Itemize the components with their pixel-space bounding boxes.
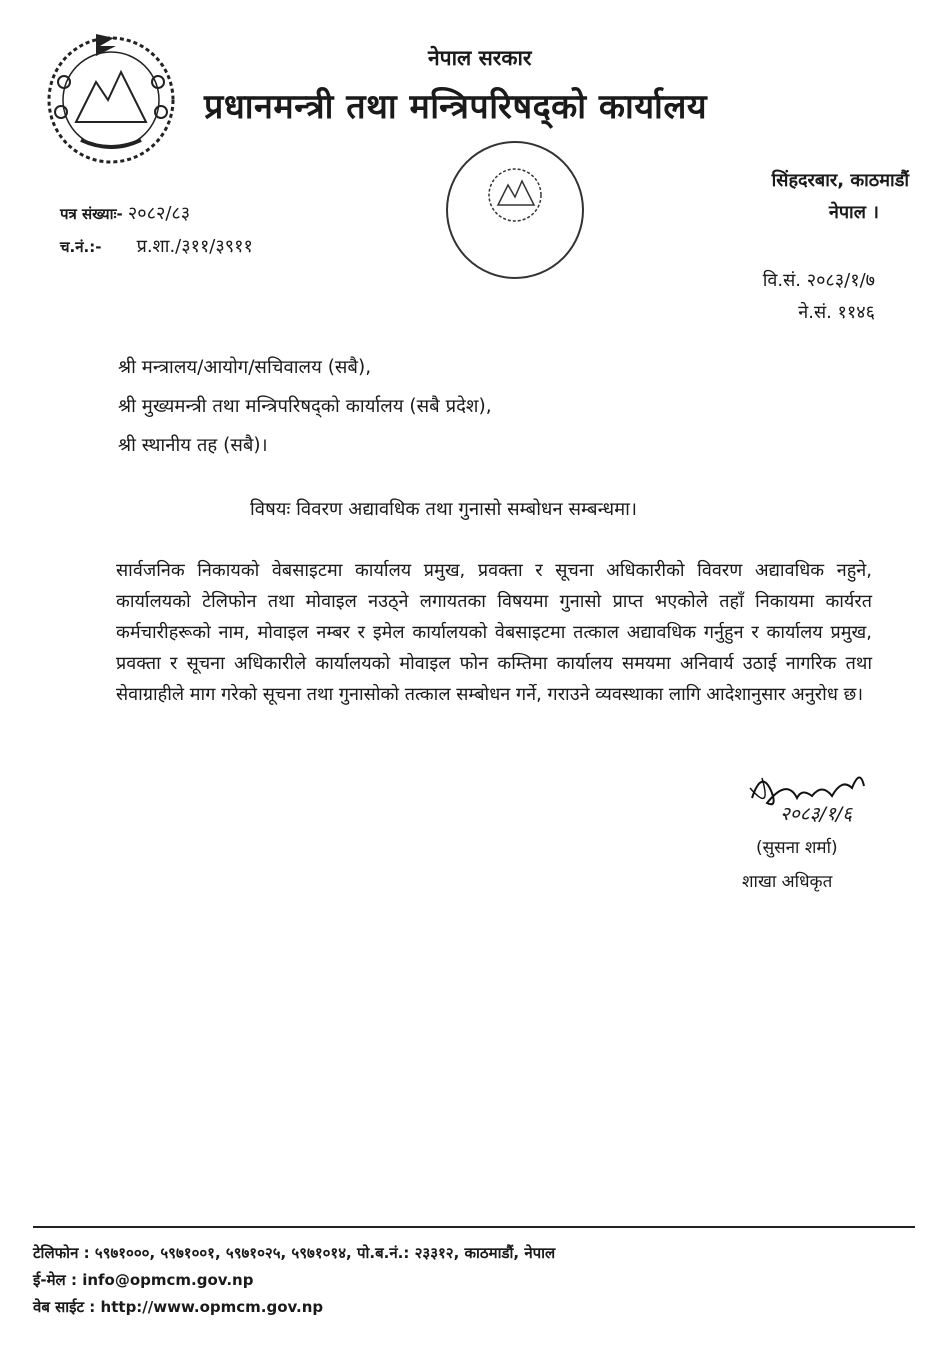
footer-website <box>33 1297 323 1317</box>
letter-number <box>60 201 190 225</box>
date-ns: ने.सं. ११४६ <box>798 302 875 323</box>
date-vs: वि.सं. २०८३/१/७ <box>762 270 875 291</box>
dispatch-number-value: प्र.शा./३११/३९११ <box>136 236 253 257</box>
footer-phone <box>33 1243 555 1263</box>
office-stamp <box>430 135 600 285</box>
handwritten-signature <box>742 758 892 838</box>
dispatch-number-label: च.नं.:- <box>60 238 102 256</box>
email-label: ई-मेल : <box>33 1271 77 1289</box>
footer-divider <box>33 1226 915 1228</box>
letter-number-label: पत्र संख्याः- <box>60 205 123 223</box>
signatory-title: शाखा अधिकृत <box>742 872 833 892</box>
website-link[interactable]: http://www.opmcm.gov.np <box>100 1298 324 1316</box>
phone-value: ५९७१०००, ५९७१००१, ५९७१०२५, ५९७१०१४, <box>94 1244 352 1262</box>
letter-body: सार्वजनिक निकायको वेबसाइटमा कार्यालय प्रमुख, प्रवक्ता र सूचना अधिकारीको विवरण अद्यावधिक नहुने, कार्यालयको टेलिफोन तथा मोवाइल नउठ्ने लगायतका विषयमा गुनासो प्राप्त भएकोले तहाँ निकायमा कार्यरत कर्मचारीहरूको नाम, मोवाइल नम्बर र इमेल कार्यालयको वेबसाइटमा तत्काल अद्यावधिक गर्नुहुन र कार्यालय प्रमुख, प्रवक्ता र सूचना अधिकारीले कार्यालयको मोवाइल फोन कम्तिमा कार्यालय समयमा अनिवार्य उठाई नागरिक तथा सेवाग्राहीले माग गरेको सूचना तथा गुनासोको तत्काल सम्बोधन गर्ने, गराउने व्यवस्थाका लागि आदेशानुसार अनुरोध छ। <box>116 560 872 705</box>
phone-label: टेलिफोन : <box>33 1244 90 1262</box>
recipient-2: श्री मुख्यमन्त्री तथा मन्त्रिपरिषद्को कार्यालय (सबै प्रदेश), <box>118 396 492 417</box>
signature-date: २०८३/१/६ <box>780 803 853 825</box>
letter-number-value: २०८२/८३ <box>127 203 191 224</box>
nepal-emblem-logo <box>36 22 186 172</box>
dispatch-number <box>60 234 253 258</box>
po-box-label: पो.ब.नं.: <box>356 1244 410 1262</box>
address-line-2: नेपाल । <box>828 202 879 223</box>
footer-email <box>33 1270 253 1290</box>
address-line-1: सिंहदरबार, काठमाडौं <box>771 170 909 191</box>
recipient-1: श्री मन्त्रालय/आयोग/सचिवालय (सबै), <box>118 357 372 378</box>
signatory-name: (सुसना शर्मा) <box>756 838 838 858</box>
subject-line: विषयः विवरण अद्यावधिक तथा गुनासो सम्बोधन सम्बन्धमा। <box>250 499 637 520</box>
email-link[interactable]: info@opmcm.gov.np <box>82 1271 254 1289</box>
government-name: नेपाल सरकार <box>428 46 532 70</box>
website-label: वेब साईट : <box>33 1298 96 1316</box>
office-name: प्रधानमन्त्री तथा मन्त्रिपरिषद्को कार्यालय <box>204 87 708 127</box>
recipient-3: श्री स्थानीय तह (सबै)। <box>118 435 268 456</box>
po-box-value: २३३१२, काठमाडौं, नेपाल <box>414 1244 556 1262</box>
